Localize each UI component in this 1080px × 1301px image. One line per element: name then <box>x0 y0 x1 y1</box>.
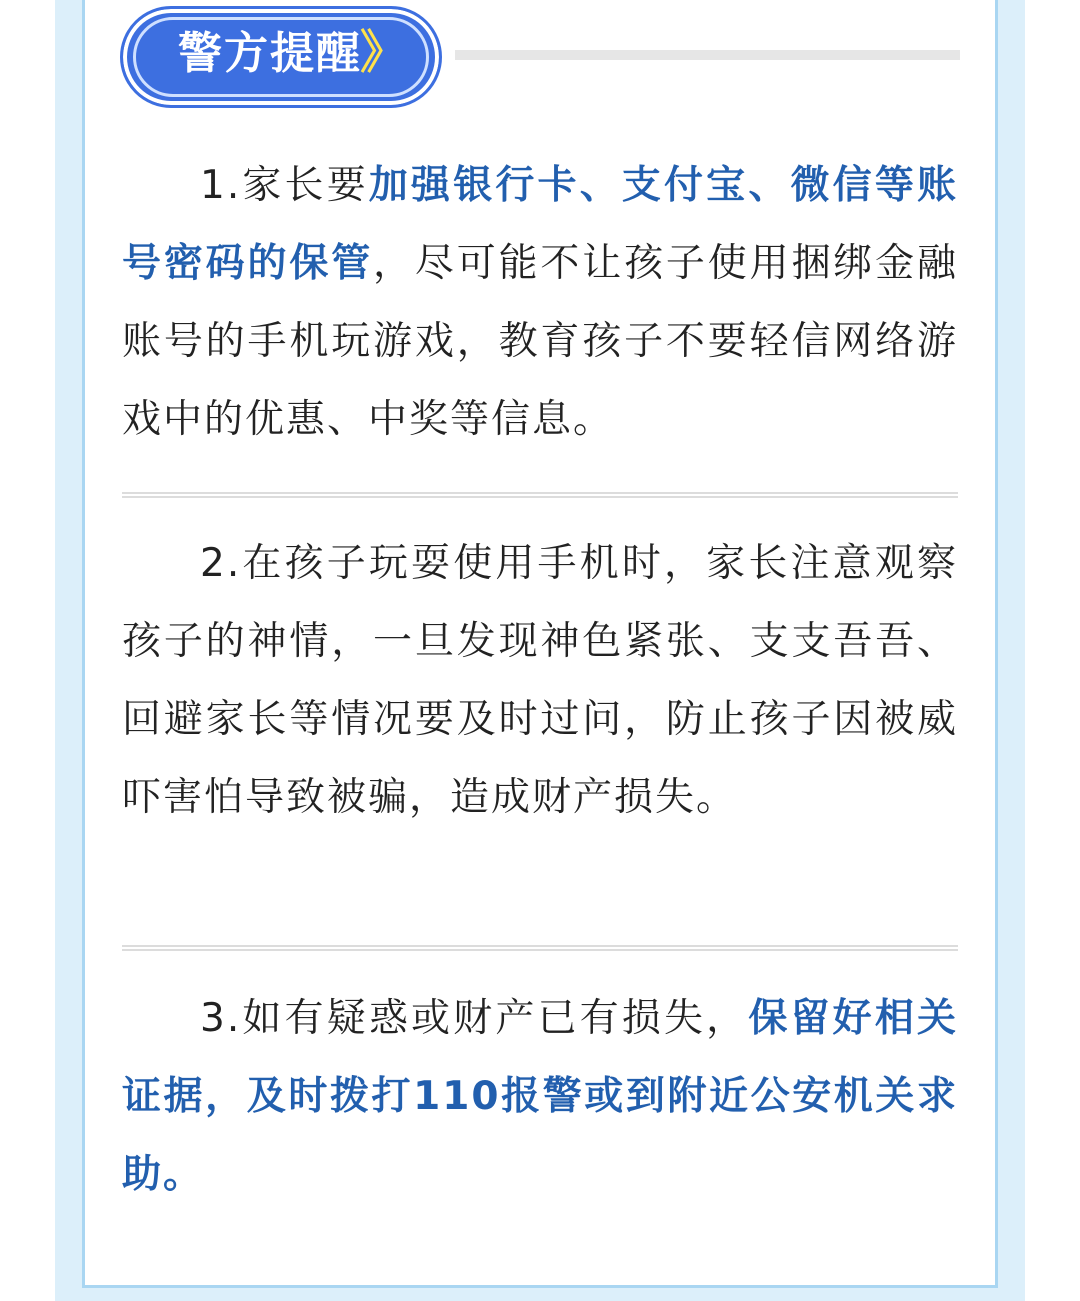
tip-2 <box>122 525 958 837</box>
header-title: 警方提醒 <box>178 28 362 79</box>
tip-3-highlight: 保留好相关证据，及时拨打110报警或到附近公安机关求助。 <box>122 996 958 1197</box>
divider-1 <box>122 492 958 498</box>
tip-3-lead: 3.如有疑惑或财产已有损失， <box>200 996 749 1041</box>
header-rule <box>455 50 960 60</box>
tip-1-rest: ，尽可能不让孩子使用捆绑金融账号的手机玩游戏，教育孩子不要轻信网络游戏中的优惠、中奖等信息。 <box>122 241 958 442</box>
tip-1-lead: 1.家长要 <box>200 163 369 208</box>
divider-2 <box>122 945 958 951</box>
double-chevron-icon: 》 <box>360 25 406 79</box>
tip-1-highlight: 加强银行卡、支付宝、微信等账号密码的保管 <box>122 163 958 286</box>
tip-1 <box>122 147 958 459</box>
tip-2-text: 2.在孩子玩耍使用手机时，家长注意观察孩子的神情，一旦发现神色紧张、支支吾吾、回避家长等情况要及时过问，防止孩子因被威吓害怕导致被骗，造成财产损失。 <box>122 541 958 820</box>
tip-3 <box>122 980 958 1214</box>
